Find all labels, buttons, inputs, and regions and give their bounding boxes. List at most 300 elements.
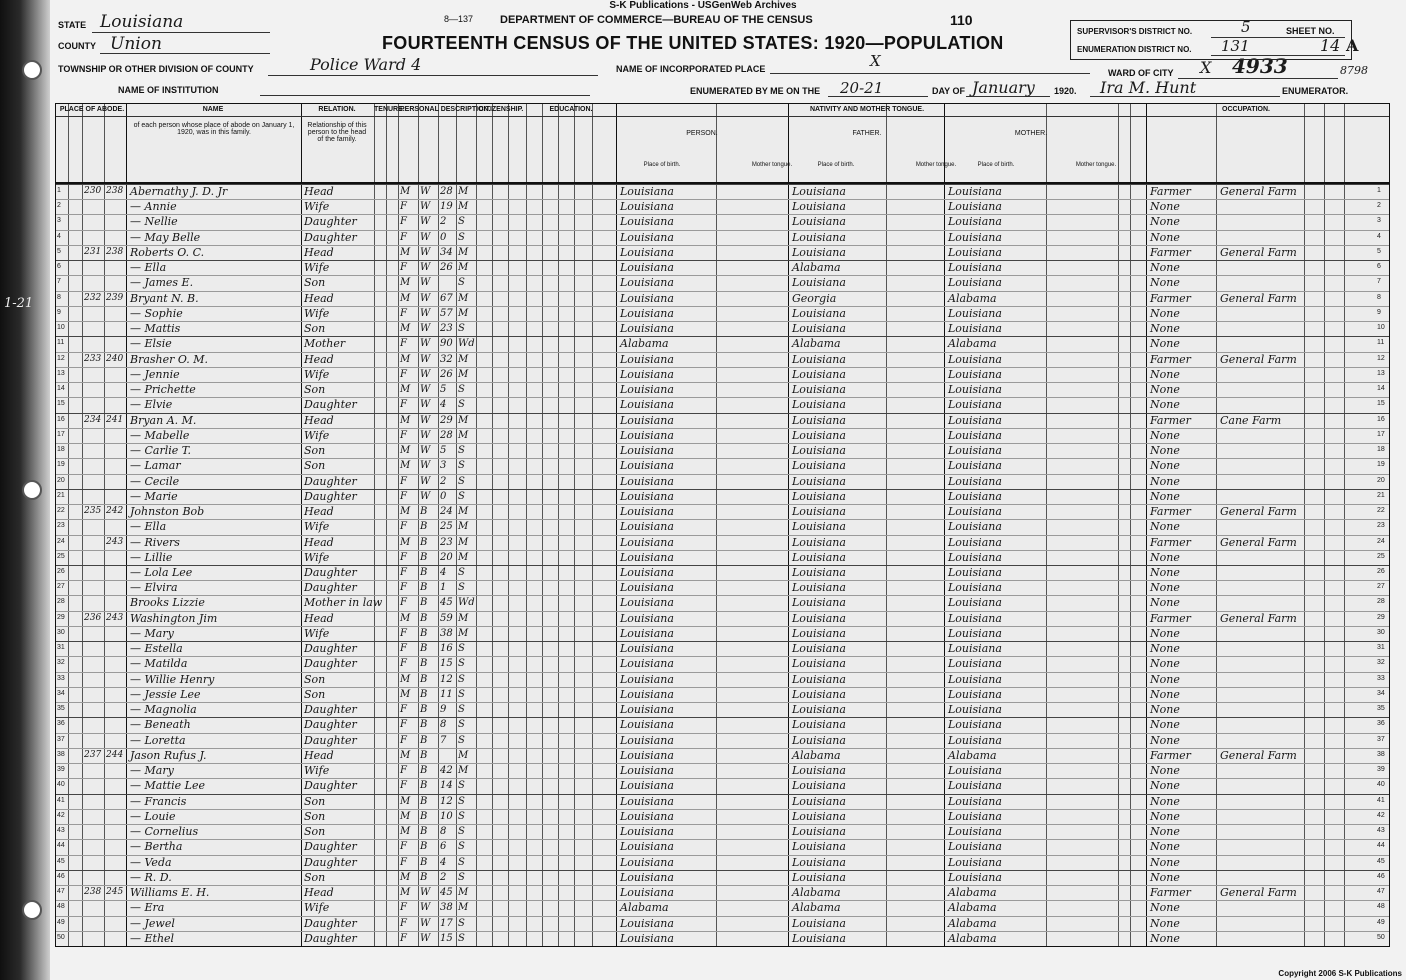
line-number-right: 43 (1377, 827, 1385, 835)
cell-birth: Louisiana (620, 870, 674, 884)
cell-sex: F (400, 643, 407, 655)
cell-father: Louisiana (792, 535, 846, 549)
cell-family: 240 (106, 353, 124, 364)
cell-name: — Jennie (130, 367, 180, 381)
form-number: 8—137 (444, 14, 474, 24)
cell-father: Louisiana (792, 718, 846, 732)
cell-age: 42 (440, 765, 453, 777)
cell-age: 11 (440, 688, 453, 700)
cell-age: 45 (440, 597, 453, 609)
cell-sex: F (400, 551, 407, 563)
cell-name: Bryant N. B. (130, 291, 199, 305)
cell-race: B (420, 597, 428, 609)
cell-relation: Wife (304, 764, 330, 778)
cell-birth: Louisiana (620, 215, 674, 229)
table-row (56, 321, 1389, 336)
cell-birth: Louisiana (620, 306, 674, 320)
cell-father: Louisiana (792, 657, 846, 671)
cell-occupation: Farmer (1150, 611, 1191, 625)
cell-relation: Son (304, 276, 326, 290)
line-number-right: 49 (1377, 918, 1385, 926)
cell-sex: M (400, 384, 411, 396)
cell-marital: M (458, 551, 469, 563)
line-number: 13 (57, 369, 65, 377)
cell-name: — Era (130, 901, 165, 915)
cell-mother: Alabama (948, 901, 997, 915)
cell-father: Louisiana (792, 306, 846, 320)
cell-birth: Louisiana (620, 779, 674, 793)
cell-race: W (420, 932, 431, 944)
cell-mother: Louisiana (948, 581, 1002, 595)
cell-race: W (420, 307, 431, 319)
cell-father: Louisiana (792, 489, 846, 503)
table-row (56, 794, 1389, 809)
cell-relation: Son (304, 870, 326, 884)
line-number: 5 (57, 247, 61, 255)
cell-birth: Louisiana (620, 672, 674, 686)
cell-age: 2 (440, 475, 447, 487)
cell-occupation: Farmer (1150, 886, 1191, 900)
cell-mother: Louisiana (948, 718, 1002, 732)
cell-birth: Louisiana (620, 581, 674, 595)
cell-mother: Alabama (948, 931, 997, 945)
cell-name: — Sophie (130, 306, 183, 320)
column-group-abode: PLACE OF ABODE. (59, 106, 125, 113)
cell-mother: Louisiana (948, 306, 1002, 320)
cell-marital: S (458, 277, 465, 289)
cell-mother: Louisiana (948, 230, 1002, 244)
cell-mother: Louisiana (948, 520, 1002, 534)
cell-relation: Wife (304, 901, 330, 915)
cell-relation: Daughter (304, 230, 357, 244)
cell-mother: Louisiana (948, 474, 1002, 488)
table-row (56, 428, 1389, 443)
cell-marital: Wd (458, 597, 475, 609)
line-number: 41 (57, 796, 65, 804)
cell-sex: F (400, 582, 407, 594)
line-number-right: 6 (1377, 263, 1381, 271)
cell-father: Louisiana (792, 398, 846, 412)
cell-father: Louisiana (792, 383, 846, 397)
cell-father: Louisiana (792, 200, 846, 214)
cell-relation: Wife (304, 200, 330, 214)
column-sub-place-birth-2: Place of birth. (817, 162, 855, 168)
cell-mother: Alabama (948, 337, 997, 351)
cell-father: Louisiana (792, 367, 846, 381)
cell-father: Louisiana (792, 733, 846, 747)
table-row (56, 199, 1389, 214)
cell-birth: Louisiana (620, 489, 674, 503)
cell-sex: F (400, 902, 407, 914)
cell-sex: F (400, 521, 407, 533)
table-row (56, 474, 1389, 489)
cell-occupation: None (1150, 657, 1180, 671)
cell-marital: S (458, 399, 465, 411)
cell-sex: M (400, 673, 411, 685)
line-number-right: 44 (1377, 842, 1385, 850)
cell-mother: Louisiana (948, 687, 1002, 701)
cell-marital: Wd (458, 338, 475, 350)
cell-marital: M (458, 765, 469, 777)
column-group-tenure: TENURE. (374, 106, 405, 113)
cell-race: B (420, 795, 428, 807)
cell-occupation: None (1150, 276, 1180, 290)
cell-marital: S (458, 643, 465, 655)
cell-sex: M (400, 353, 411, 365)
cell-sex: M (400, 186, 411, 197)
cell-age: 26 (440, 368, 453, 380)
line-number-right: 8 (1377, 293, 1381, 301)
line-number-right: 22 (1377, 507, 1385, 515)
cell-race: W (420, 414, 431, 426)
cell-marital: M (458, 414, 469, 426)
cell-age: 8 (440, 826, 447, 838)
cell-race: B (420, 688, 428, 700)
table-row (56, 214, 1389, 229)
line-number: 9 (57, 308, 61, 316)
cell-marital: S (458, 582, 465, 594)
cell-father: Louisiana (792, 642, 846, 656)
cell-sex: F (400, 658, 407, 670)
cell-mother: Louisiana (948, 535, 1002, 549)
column-sub-mother-tongue-1: Mother tongue. (751, 162, 793, 168)
cell-father: Louisiana (792, 703, 846, 717)
cell-birth: Louisiana (620, 352, 674, 366)
cell-marital: S (458, 384, 465, 396)
cell-marital: M (458, 353, 469, 365)
cell-father: Louisiana (792, 626, 846, 640)
cell-mother: Louisiana (948, 550, 1002, 564)
line-number-right: 11 (1377, 339, 1385, 347)
cell-occupation: None (1150, 261, 1180, 275)
cell-age: 19 (440, 201, 453, 213)
line-number: 6 (57, 263, 61, 271)
cell-birth: Louisiana (620, 748, 674, 762)
cell-name: — Carlie T. (130, 444, 191, 458)
column-sub-relation_desc: Relationship of this person to the head of the family. (307, 122, 367, 143)
cell-relation: Daughter (304, 855, 357, 869)
line-number: 24 (57, 537, 65, 545)
cell-age: 9 (440, 704, 447, 716)
cell-relation: Wife (304, 367, 330, 381)
cell-occupation: Farmer (1150, 291, 1191, 305)
copyright-notice: Copyright 2006 S-K Publications (1278, 969, 1402, 978)
cell-name: — Elvie (130, 398, 173, 412)
cell-father: Louisiana (792, 459, 846, 473)
line-number-right: 17 (1377, 430, 1385, 438)
cell-name: Bryan A. M. (130, 413, 197, 427)
cell-mother: Louisiana (948, 672, 1002, 686)
cell-race: W (420, 887, 431, 899)
line-number: 37 (57, 735, 65, 743)
cell-father: Louisiana (792, 764, 846, 778)
census-table (55, 103, 1390, 947)
cell-occupation: None (1150, 672, 1180, 686)
line-number-right: 1 (1377, 187, 1381, 194)
cell-father: Louisiana (792, 444, 846, 458)
cell-relation: Head (304, 886, 334, 900)
cell-occupation: None (1150, 383, 1180, 397)
cell-mother: Louisiana (948, 626, 1002, 640)
cell-race: B (420, 871, 428, 883)
cell-race: B (420, 704, 428, 716)
cell-relation: Daughter (304, 931, 357, 945)
cell-industry: General Farm (1220, 505, 1297, 519)
cell-sex: F (400, 368, 407, 380)
cell-marital: S (458, 704, 465, 716)
cell-mother: Louisiana (948, 733, 1002, 747)
cell-marital: S (458, 932, 465, 944)
cell-name: — Cecile (130, 474, 180, 488)
cell-occupation: None (1150, 489, 1180, 503)
cell-father: Louisiana (792, 352, 846, 366)
supervisor-value: 5 (1241, 18, 1251, 36)
cell-marital: S (458, 719, 465, 731)
cell-mother: Louisiana (948, 185, 1002, 198)
cell-age: 38 (440, 627, 453, 639)
enumeration-month: January (972, 78, 1035, 97)
cell-name: Brasher O. M. (130, 352, 209, 366)
line-number: 47 (57, 888, 65, 896)
cell-sex: F (400, 719, 407, 731)
cell-age: 4 (440, 399, 447, 411)
cell-age: 2 (440, 871, 447, 883)
cell-mother: Louisiana (948, 657, 1002, 671)
line-number-right: 50 (1377, 933, 1385, 941)
cell-race: W (420, 353, 431, 365)
cell-marital: M (458, 292, 469, 304)
cell-age: 59 (440, 612, 453, 624)
cell-industry: General Farm (1220, 352, 1297, 366)
cell-occupation: None (1150, 306, 1180, 320)
cell-name: Williams E. H. (130, 886, 210, 900)
cell-sex: F (400, 475, 407, 487)
cell-name: — Lamar (130, 459, 181, 473)
cell-age: 14 (440, 780, 453, 792)
table-row (56, 626, 1389, 641)
cell-relation: Head (304, 505, 334, 519)
cell-birth: Louisiana (620, 855, 674, 869)
cell-marital: S (458, 445, 465, 457)
table-row (56, 641, 1389, 656)
cell-mother: Louisiana (948, 444, 1002, 458)
cell-relation: Son (304, 809, 326, 823)
cell-birth: Louisiana (620, 840, 674, 854)
cell-age: 0 (440, 490, 447, 502)
line-number-right: 34 (1377, 689, 1385, 697)
line-number-right: 42 (1377, 811, 1385, 819)
cell-occupation: None (1150, 901, 1180, 915)
column-group-name: NAME (202, 106, 224, 113)
cell-race: B (420, 780, 428, 792)
cell-age: 34 (440, 246, 453, 258)
line-number: 40 (57, 781, 65, 789)
cell-sex: F (400, 429, 407, 441)
cell-marital: S (458, 810, 465, 822)
cell-occupation: None (1150, 367, 1180, 381)
cell-mother: Louisiana (948, 611, 1002, 625)
column-sub-name_desc: of each person whose place of abode on January 1, 1920, was in this family. (133, 122, 295, 136)
cell-occupation: None (1150, 398, 1180, 412)
cell-mother: Louisiana (948, 566, 1002, 579)
cell-race: B (420, 841, 428, 853)
cell-age: 12 (440, 673, 453, 685)
table-row (56, 900, 1389, 915)
cell-family: 244 (106, 749, 124, 760)
table-row (56, 855, 1389, 870)
cell-birth: Louisiana (620, 642, 674, 656)
cell-relation: Son (304, 687, 326, 701)
line-number: 22 (57, 507, 65, 515)
cell-birth: Louisiana (620, 505, 674, 519)
state-value: Louisiana (100, 12, 184, 32)
cell-mother: Alabama (948, 291, 997, 305)
township-label: TOWNSHIP OR OTHER DIVISION OF COUNTY (58, 64, 254, 74)
cell-relation: Wife (304, 261, 330, 275)
cell-family: 238 (106, 186, 124, 196)
cell-marital: S (458, 231, 465, 243)
cell-race: B (420, 506, 428, 518)
cell-name: Brooks Lizzie (130, 596, 205, 610)
cell-age: 32 (440, 353, 453, 365)
line-number: 32 (57, 659, 65, 667)
cell-marital: M (458, 612, 469, 624)
line-number-right: 31 (1377, 644, 1385, 652)
cell-race: W (420, 368, 431, 380)
cell-dwelling: 238 (84, 887, 102, 898)
line-number: 2 (57, 202, 61, 210)
cell-age: 26 (440, 262, 453, 274)
cell-marital: S (458, 490, 465, 502)
cell-mother: Louisiana (948, 383, 1002, 397)
line-number: 38 (57, 750, 65, 758)
cell-occupation: None (1150, 566, 1180, 579)
line-number: 36 (57, 720, 65, 728)
incorporated-label: NAME OF INCORPORATED PLACE (616, 64, 766, 74)
cell-name: — Mattie Lee (130, 779, 206, 793)
cell-father: Georgia (792, 291, 837, 305)
line-number-right: 4 (1377, 232, 1381, 240)
cell-name: — Matilda (130, 657, 188, 671)
cell-marital: S (458, 688, 465, 700)
table-row (56, 687, 1389, 702)
cell-father: Louisiana (792, 581, 846, 595)
cell-marital: S (458, 323, 465, 335)
cell-father: Alabama (792, 748, 841, 762)
cell-mother: Louisiana (948, 413, 1002, 427)
line-number: 15 (57, 400, 65, 408)
line-number-right: 21 (1377, 491, 1385, 499)
cell-race: W (420, 475, 431, 487)
line-number: 7 (57, 278, 61, 286)
column-group-relation: RELATION. (318, 106, 356, 113)
line-number: 25 (57, 552, 65, 560)
cell-relation: Daughter (304, 398, 357, 412)
table-row (56, 611, 1389, 626)
line-number-right: 7 (1377, 278, 1381, 286)
table-row (56, 458, 1389, 473)
cell-sex: F (400, 567, 407, 578)
cell-sex: M (400, 414, 411, 426)
cell-race: B (420, 749, 428, 761)
cell-marital: S (458, 567, 465, 578)
cell-race: W (420, 262, 431, 274)
cell-dwelling: 230 (84, 186, 102, 196)
cell-birth: Louisiana (620, 200, 674, 214)
cell-marital: M (458, 902, 469, 914)
cell-sex: M (400, 612, 411, 624)
cell-name: — Mattis (130, 322, 181, 336)
cell-father: Louisiana (792, 428, 846, 442)
cell-mother: Louisiana (948, 459, 1002, 473)
cell-sex: F (400, 597, 407, 609)
line-number-right: 13 (1377, 369, 1385, 377)
cell-occupation: None (1150, 444, 1180, 458)
cell-father: Louisiana (792, 611, 846, 625)
cell-marital: S (458, 841, 465, 853)
cell-birth: Louisiana (620, 322, 674, 336)
cell-name: — Lillie (130, 550, 173, 564)
cell-race: B (420, 582, 428, 594)
cell-sex: M (400, 445, 411, 457)
cell-sex: M (400, 810, 411, 822)
cell-sex: M (400, 506, 411, 518)
cell-birth: Louisiana (620, 398, 674, 412)
corner-number: 4933 (1232, 54, 1288, 78)
cell-relation: Daughter (304, 657, 357, 671)
line-number-right: 23 (1377, 522, 1385, 530)
cell-occupation: None (1150, 870, 1180, 884)
cell-dwelling: 236 (84, 612, 102, 623)
cell-occupation: None (1150, 337, 1180, 351)
cell-sex: F (400, 490, 407, 502)
enumeration-district-label: ENUMERATION DISTRICT NO. (1077, 45, 1192, 54)
cell-sex: F (400, 704, 407, 716)
column-group-occupation: OCCUPATION. (1222, 106, 1270, 113)
cell-occupation: None (1150, 626, 1180, 640)
table-row (56, 733, 1389, 748)
cell-father: Alabama (792, 901, 841, 915)
line-number-right: 47 (1377, 888, 1385, 896)
cell-mother: Louisiana (948, 764, 1002, 778)
cell-age: 45 (440, 887, 453, 899)
cell-mother: Louisiana (948, 215, 1002, 229)
table-row (56, 809, 1389, 824)
cell-name: — Mabelle (130, 428, 190, 442)
line-number: 11 (57, 339, 65, 347)
cell-age: 28 (440, 429, 453, 441)
table-row (56, 748, 1389, 763)
cell-relation: Daughter (304, 779, 357, 793)
table-row (56, 504, 1389, 519)
cell-relation: Wife (304, 626, 330, 640)
cell-relation: Daughter (304, 489, 357, 503)
cell-birth: Louisiana (620, 550, 674, 564)
cell-sex: F (400, 262, 407, 274)
cell-occupation: Farmer (1150, 185, 1191, 198)
cell-birth: Louisiana (620, 413, 674, 427)
cell-occupation: None (1150, 855, 1180, 869)
cell-age: 3 (440, 460, 447, 472)
cell-mother: Louisiana (948, 261, 1002, 275)
column-group-nativity: NATIVITY AND MOTHER TONGUE. (809, 106, 925, 113)
cell-sex: F (400, 216, 407, 228)
cell-sex: M (400, 277, 411, 289)
cell-mother: Louisiana (948, 200, 1002, 214)
cell-sex: M (400, 749, 411, 761)
cell-occupation: None (1150, 733, 1180, 747)
cell-age: 8 (440, 719, 447, 731)
